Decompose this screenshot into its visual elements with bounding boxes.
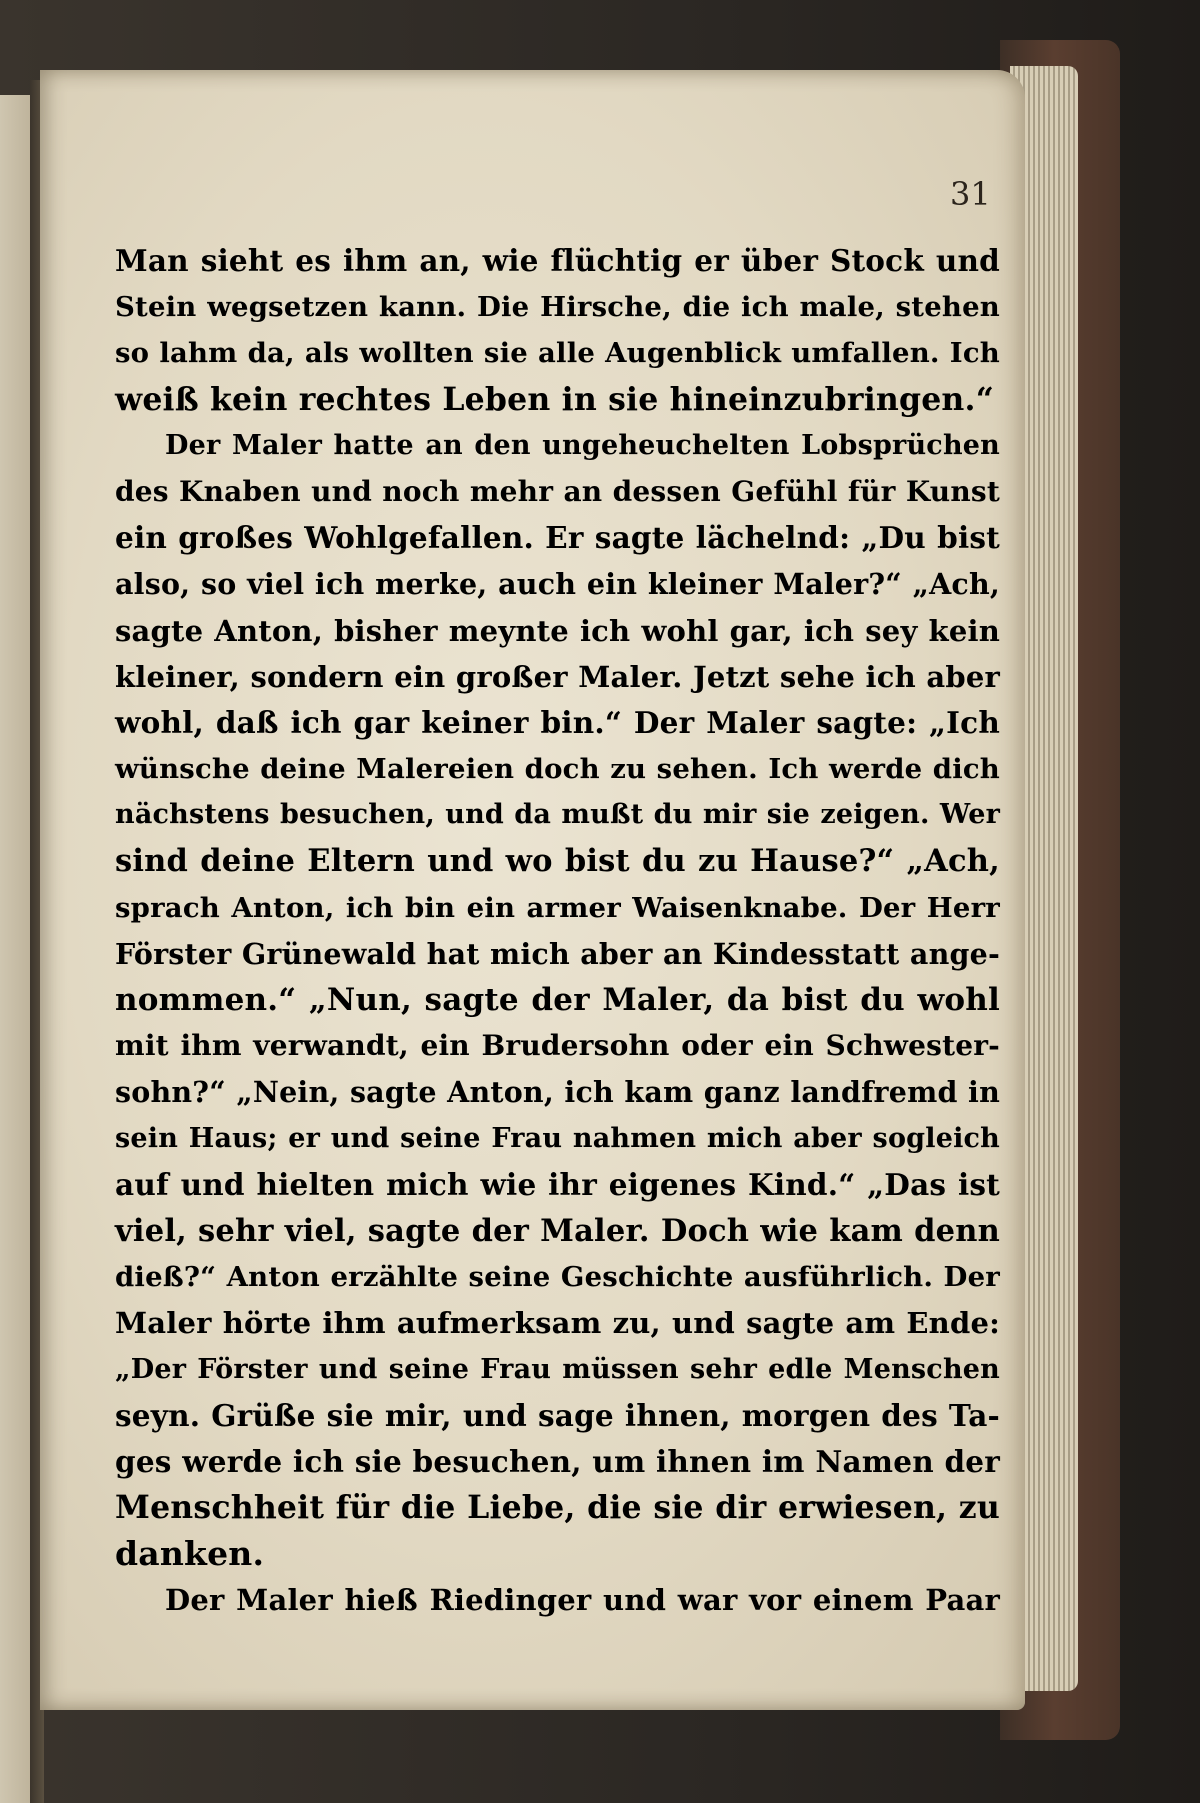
text-line: sind deine Eltern und wo bist du zu Hause?“ „Ach, xyxy=(115,843,1000,880)
text-line: Stein wegsetzen kann. Die Hirsche, die ich male, stehen xyxy=(115,291,1000,324)
text-line: kleiner, sondern ein großer Maler. Jetzt sehe ich aber xyxy=(115,659,1000,694)
page-number: 31 xyxy=(950,175,991,213)
text-line: ges werde ich sie besuchen, um ihnen im Namen der xyxy=(115,1443,1000,1479)
text-line: dieß?“ Anton erzählte seine Geschichte ausführlich. Der xyxy=(115,1261,1000,1294)
text-line: Der Maler hieß Riedinger und war vor einem Paar xyxy=(165,1583,1000,1618)
text-line: seyn. Grüße sie mir, und sage ihnen, morgen des Ta- xyxy=(115,1397,1000,1433)
text-line: Förster Grünewald hat mich aber an Kindesstatt ange- xyxy=(115,936,1000,971)
text-line: Man sieht es ihm an, wie flüchtig er über Stock und xyxy=(115,243,1000,278)
text-line: sein Haus; er und seine Frau nahmen mich aber sogleich xyxy=(115,1122,1000,1154)
text-line: sohn?“ „Nein, sagte Anton, ich kam ganz landfremd in xyxy=(115,1075,1000,1110)
text-line: Der Maler hatte an den ungeheuchelten Lobsprüchen xyxy=(165,429,1000,461)
text-line: „Der Förster und seine Frau müssen sehr edle Menschen xyxy=(115,1353,1000,1385)
text-line: ein großes Wohlgefallen. Er sagte lächelnd: „Du bist xyxy=(115,520,1000,556)
text-line: Menschheit für die Liebe, die sie dir erwiesen, zu xyxy=(115,1489,1000,1527)
text-line: weiß kein rechtes Leben in sie hineinzubringen.“ xyxy=(115,380,995,418)
text-line: danken. xyxy=(115,1534,265,1574)
facing-page-edge xyxy=(0,95,32,1803)
text-line: sagte Anton, bisher meynte ich wohl gar, ich sey kein xyxy=(115,613,1000,648)
text-line: auf und hielten mich wie ihr eigenes Kind.“ „Das ist xyxy=(115,1166,1000,1202)
text-line: wohl, daß ich gar keiner bin.“ Der Maler sagte: „Ich xyxy=(115,704,1000,740)
text-line: sprach Anton, ich bin ein armer Waisenknabe. Der Herr xyxy=(115,891,1000,924)
text-line: nommen.“ „Nun, sagte der Maler, da bist du wohl xyxy=(115,982,1000,1018)
text-line: mit ihm verwandt, ein Brudersohn oder ein Schwester- xyxy=(115,1029,1000,1063)
page-text xyxy=(115,238,1000,1624)
text-line: wünsche deine Malereien doch zu sehen. Ich werde dich xyxy=(115,753,1000,786)
text-line: des Knaben und noch mehr an dessen Gefühl für Kunst xyxy=(115,474,1000,508)
text-line: nächstens besuchen, und da mußt du mir sie zeigen. Wer xyxy=(115,799,1000,831)
text-line: Maler hörte ihm aufmerksam zu, und sagte am Ende: xyxy=(115,1306,1000,1341)
text-line: viel, sehr viel, sagte der Maler. Doch wie kam denn xyxy=(115,1212,1000,1249)
text-line: also, so viel ich merke, auch ein kleiner Maler?“ „Ach, xyxy=(115,567,1000,602)
text-line: so lahm da, als wollten sie alle Augenblick umfallen. Ich xyxy=(115,337,1000,370)
